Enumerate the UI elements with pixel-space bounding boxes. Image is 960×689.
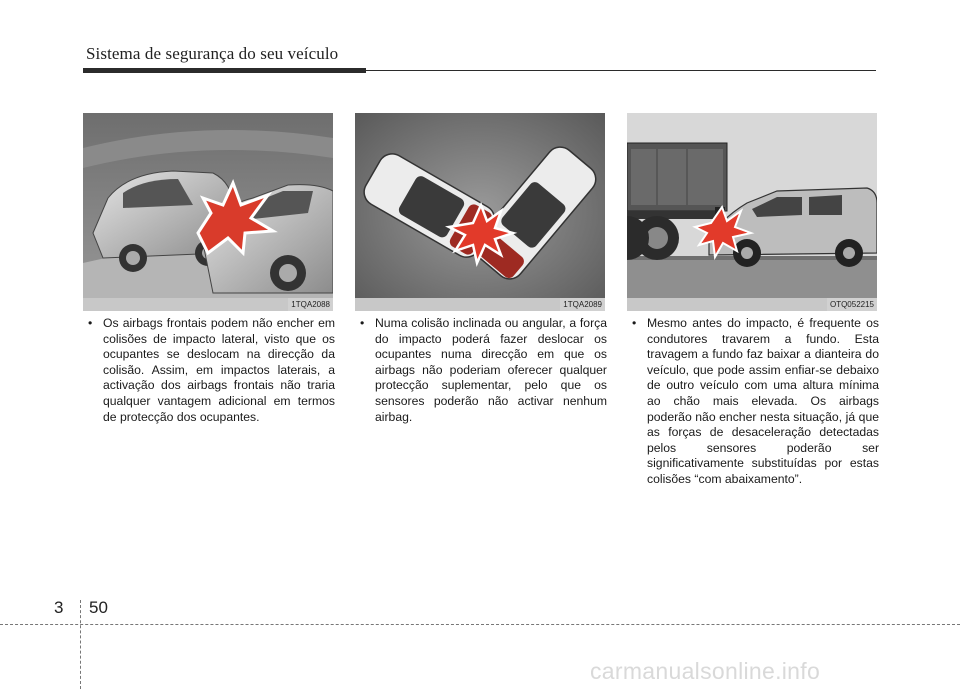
figure-underride-collision bbox=[627, 113, 877, 311]
figure-side-impact bbox=[83, 113, 333, 311]
text-column-2 bbox=[355, 316, 607, 425]
bullet-icon: • bbox=[88, 316, 93, 330]
angled-collision-illustration-icon bbox=[355, 113, 605, 311]
page-title: Sistema de segurança do seu veículo bbox=[86, 44, 339, 63]
bullet-text: Numa colisão inclinada ou angular, a força do impacto poderá fazer deslocar os ocupantes numa direcção em que os airbags não poderiam oferecer qualquer protecção suplementar, pelo que os sensores poderão não activar nenhum airbag. bbox=[375, 316, 607, 424]
watermark: carmanualsonline.info bbox=[590, 658, 821, 684]
text-column-3 bbox=[627, 316, 879, 488]
list-item bbox=[627, 316, 879, 488]
footer-vertical-divider bbox=[80, 600, 81, 689]
figure-code: 1TQA2089 bbox=[560, 298, 605, 311]
bullet-text: Mesmo antes do impacto, é frequente os condutores travarem a fundo. Esta travagem a fundo faz baixar a dianteira do veículo, que pode assim enfiar-se debaixo de outro veículo com uma altura mínima ao chão mais elevada. Os airbags poderão não encher nesta situação, já que as forças de desaceleração detectadas pelos sensores poderão ser significativamente substituídas por estas colisões “com abaixamento”. bbox=[647, 316, 879, 486]
footer-divider bbox=[0, 624, 960, 625]
page-number: 50 bbox=[89, 598, 108, 617]
list-item bbox=[355, 316, 607, 425]
bullet-icon: • bbox=[632, 316, 637, 330]
list-item bbox=[83, 316, 335, 425]
bullet-icon: • bbox=[360, 316, 365, 330]
underride-collision-illustration-icon bbox=[627, 113, 877, 311]
header-rule bbox=[83, 68, 366, 73]
figure-angled-collision bbox=[355, 113, 605, 311]
side-impact-illustration-icon bbox=[83, 113, 333, 311]
header-rule-thin bbox=[366, 70, 876, 71]
text-column-1 bbox=[83, 316, 335, 425]
bullet-text: Os airbags frontais podem não encher em colisões de impacto lateral, visto que os ocupantes se deslocam na direcção da colisão. Assim, em impactos laterais, a activação dos airbags frontais não traria qualquer vantagem adicional em termos de protecção dos ocupantes. bbox=[103, 316, 335, 424]
chapter-number: 3 bbox=[54, 598, 64, 617]
figure-code: OTQ052215 bbox=[827, 298, 877, 311]
figure-code: 1TQA2088 bbox=[288, 298, 333, 311]
